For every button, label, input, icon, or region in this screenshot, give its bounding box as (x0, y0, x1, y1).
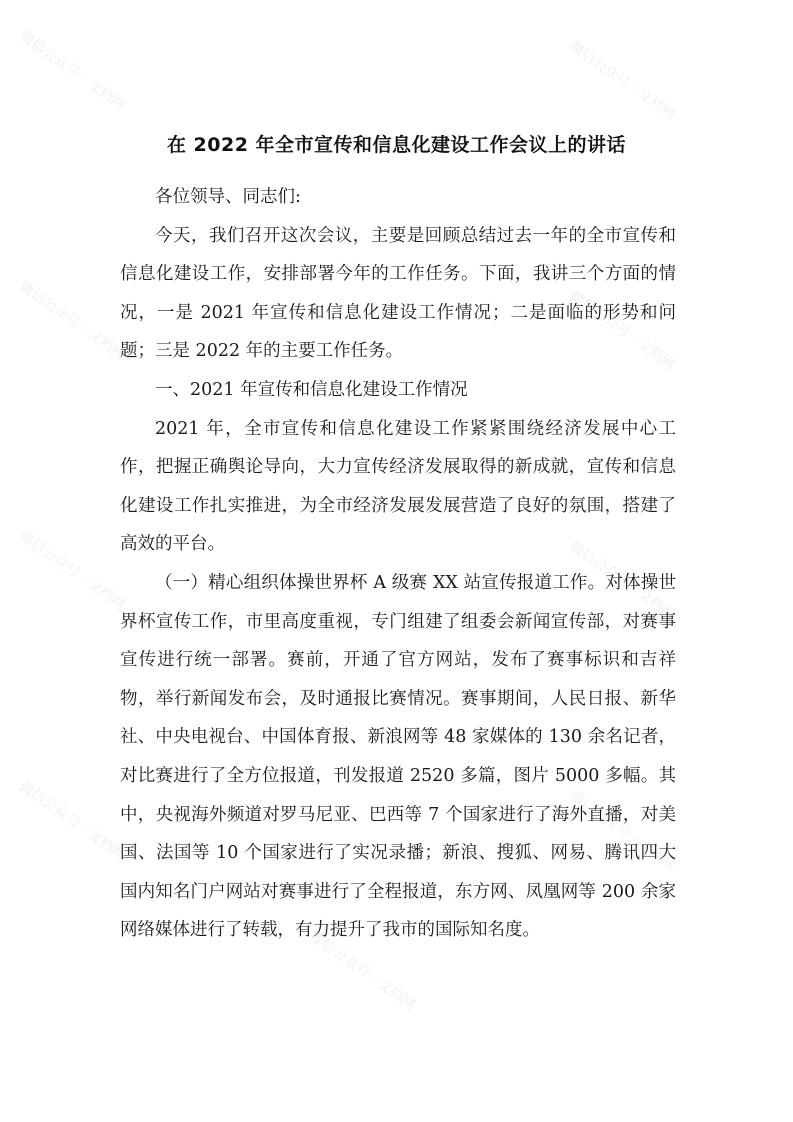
document-title: 在 2022 年全市宣传和信息化建设工作会议上的讲话 (166, 134, 627, 156)
watermark: 微信公众号 · 文档网 (16, 528, 129, 614)
watermark: 微信公众号 · 文档网 (566, 788, 679, 874)
overview-paragraph: 2021 年，全市宣传和信息化建设工作紧紧围绕经济发展中心工作，把握正确舆论导向，大力宣传经济发展取得的新成就，宣传和信息化建设工作扎实推进，为全市经济发展发展营造了良好的氛围，搭建了高效的平台。 (120, 418, 676, 555)
watermark: 微信公众号 · 文档网 (16, 778, 129, 864)
watermark: 微信公众号 · 文档网 (566, 288, 679, 374)
watermark: 微信公众号 · 文档网 (566, 38, 679, 124)
intro-paragraph: 今天，我们召开这次会议，主要是回顾总结过去一年的全市宣传和信息化建设工作，安排部署今年的工作任务。下面，我讲三个方面的情况，一是 2021 年宣传和信息化建设工作情况；二是面临的形势和问题；三是 2022 年的主要工作任务。 (120, 225, 676, 362)
watermark: 微信公众号 · 文档网 (306, 928, 419, 1014)
section-heading: 一、2021 年宣传和信息化建设工作情况 (155, 379, 468, 400)
document-body (120, 178, 676, 950)
greeting-paragraph: 各位领导、同志们: (155, 187, 301, 207)
watermark: 微信公众号 · 文档网 (16, 278, 129, 364)
watermark: 微信公众号 · 文档网 (16, 28, 129, 114)
subsection-paragraph: （一）精心组织体操世界杯 A 级赛 XX 站宣传报道工作。对体操世界杯宣传工作，市里高度重视，专门组建了组委会新闻宣传部，对赛事宣传进行统一部署。赛前，开通了官方网站，发布了赛事标识和吉祥物，举行新闻发布会，及时通报比赛情况。赛事期间，人民日报、新华社、中央电视台、中国体育报、新浪网等 48 家媒体的 130 余名记者，对比赛进行了全方位报道，刊发报道 2520 多篇，图片 5000 多幅。其中，央视海外频道对罗马尼亚、巴西等 7 个国家进行了海外直播，对美国、法国等 10 个国家进行了实况录播；新浪、搜狐、网易、腾讯四大国内知名门户网站对赛事进行了全程报道，东方网、凤凰网等 200 余家网络媒体进行了转载，有力提升了我市的国际知名度。 (120, 572, 676, 941)
watermark: 微信公众号 · 文档网 (566, 538, 679, 624)
